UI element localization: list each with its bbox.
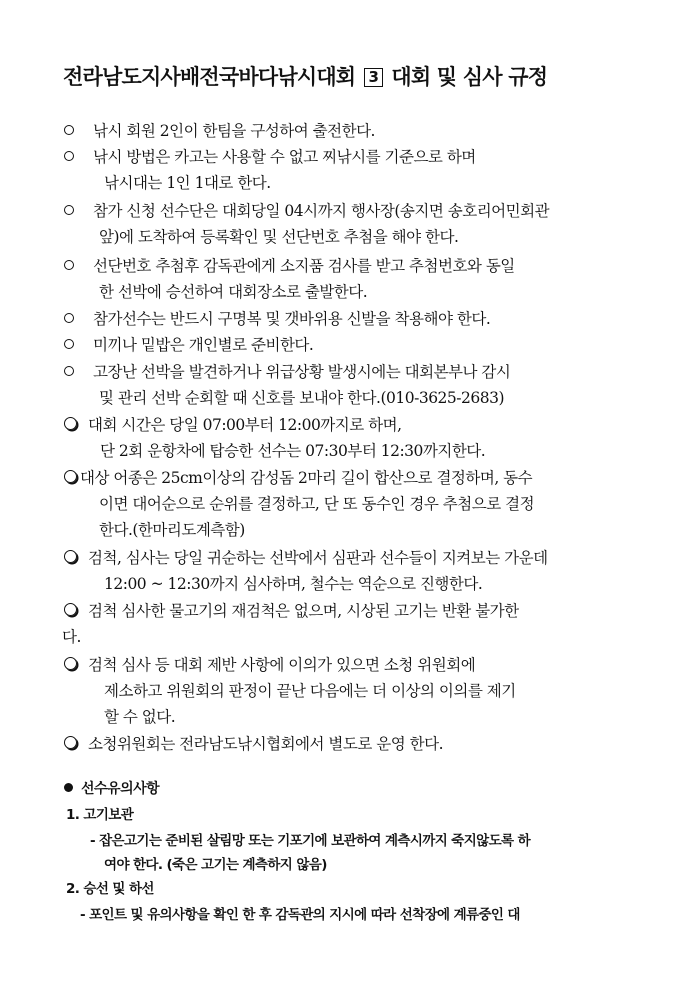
- rule-item: [64, 359, 510, 411]
- rule-item: [64, 598, 519, 650]
- ring-bullet-icon: [64, 118, 84, 144]
- notes-line: - 잡은고기는 준비된 살림망 또는 기포기에 보관하여 계측시까지 죽지않도록 하: [90, 833, 531, 849]
- rule-item: [64, 412, 485, 464]
- rule-line: 및 관리 선박 순회할 때 신호를 보내야 한다.(010-3625-2683): [99, 389, 505, 407]
- rule-item: [64, 332, 313, 358]
- notes-heading: [64, 778, 159, 798]
- rule-line: 고장난 선박을 발견하거나 위급상황 발생시에는 대회본부나 감시: [93, 363, 511, 381]
- rule-line: 낚시대는 1인 1대로 한다.: [104, 174, 271, 192]
- notes-line: - 포인트 및 유의사항을 확인 한 후 감독관의 지시에 따라 선착장에 계류중인 대: [80, 907, 520, 923]
- rule-item: [64, 144, 476, 196]
- ring-bullet-icon: [64, 144, 84, 170]
- rule-line: 낚시 회원 2인이 한팀을 구성하여 출전한다.: [93, 122, 375, 140]
- shadow-ring-bullet-icon: [64, 465, 84, 491]
- rule-line: 참가선수는 반드시 구명복 및 갯바위용 신발을 착용해야 한다.: [93, 310, 491, 328]
- rule-item: [64, 545, 548, 597]
- rule-line: 단 2회 운항차에 탑승한 선수는 07:30부터 12:30까지한다.: [100, 442, 486, 460]
- rule-item: [64, 465, 534, 543]
- ring-bullet-icon: [64, 198, 84, 224]
- rule-line: 이면 대어순으로 순위를 결정하고, 단 또 동수인 경우 추첨으로 결정: [99, 495, 535, 513]
- shadow-ring-bullet-icon: [64, 652, 84, 678]
- notes-item-body: [80, 903, 660, 927]
- filled-bullet-icon: [64, 783, 73, 792]
- title-rest: 대회 및 심사 규정: [391, 65, 548, 89]
- title-main: 전라남도지사배전국바다낚시대회: [63, 65, 356, 89]
- rule-line: 대상 어종은 25cm이상의 감성돔 2마리 길이 합산으로 결정하며, 동수: [80, 469, 533, 487]
- rule-line: 한다.(한마리도계측함): [99, 521, 245, 539]
- rule-line: 다.: [62, 628, 81, 646]
- ring-bullet-icon: [64, 253, 84, 279]
- rule-item: [64, 652, 516, 730]
- rule-line: 앞)에 도착하여 등록확인 및 선단번호 추첨을 해야 한다.: [99, 228, 459, 246]
- ring-bullet-icon: [64, 332, 84, 358]
- rule-item: [64, 306, 490, 332]
- notes-line: 여야 한다. (죽은 고기는 계측하지 않음): [104, 857, 327, 873]
- rule-line: 낚시 방법은 카고는 사용할 수 없고 찌낚시를 기준으로 하며: [93, 148, 476, 166]
- rule-line: 12:00 ~ 12:30까지 심사하며, 철수는 역순으로 진행한다.: [104, 575, 483, 593]
- rule-line: 검척 심사 등 대회 제반 사항에 이의가 있으면 소청 위원회에: [88, 656, 476, 674]
- notes-item-label: 2. 승선 및 하선: [66, 881, 154, 897]
- shadow-ring-bullet-icon: [64, 545, 84, 571]
- ring-bullet-icon: [64, 359, 84, 385]
- rule-item: [64, 198, 549, 250]
- rule-item: [64, 253, 515, 305]
- shadow-ring-bullet-icon: [64, 731, 84, 757]
- notes-item-label: 1. 고기보관: [66, 807, 134, 823]
- rule-line: 제소하고 위원회의 판정이 끝난 다음에는 더 이상의 이의를 제기: [104, 682, 516, 700]
- rule-line: 선단번호 추첨후 감독관에게 소지품 검사를 받고 추첨번호와 동일: [93, 257, 515, 275]
- rule-item: [64, 731, 443, 757]
- rule-line: 할 수 없다.: [104, 708, 176, 726]
- title-number-box: 3: [364, 68, 383, 87]
- rule-line: 검척 심사한 물고기의 재검척은 없으며, 시상된 고기는 반환 불가한: [88, 602, 519, 620]
- rule-line: 미끼나 밑밥은 개인별로 준비한다.: [93, 336, 314, 354]
- document-title: [63, 61, 547, 91]
- ring-bullet-icon: [64, 306, 84, 332]
- rule-line: 한 선박에 승선하여 대회장소로 출발한다.: [99, 283, 368, 301]
- rule-line: 검척, 심사는 당일 귀순하는 선박에서 심판과 선수들이 지켜보는 가운데: [88, 549, 548, 567]
- notes-heading-text: 선수유의사항: [81, 781, 160, 797]
- rule-line: 참가 신청 선수단은 대회당일 04시까지 행사장(송지면 송호리어민회관: [93, 202, 550, 220]
- shadow-ring-bullet-icon: [64, 598, 84, 624]
- rule-item: [64, 118, 375, 144]
- rule-line: 대회 시간은 당일 07:00부터 12:00까지로 하며,: [88, 416, 402, 434]
- rule-line: 소청위원회는 전라남도낚시협회에서 별도로 운영 한다.: [88, 735, 444, 753]
- notes-item-body: [90, 829, 650, 877]
- shadow-ring-bullet-icon: [64, 412, 84, 438]
